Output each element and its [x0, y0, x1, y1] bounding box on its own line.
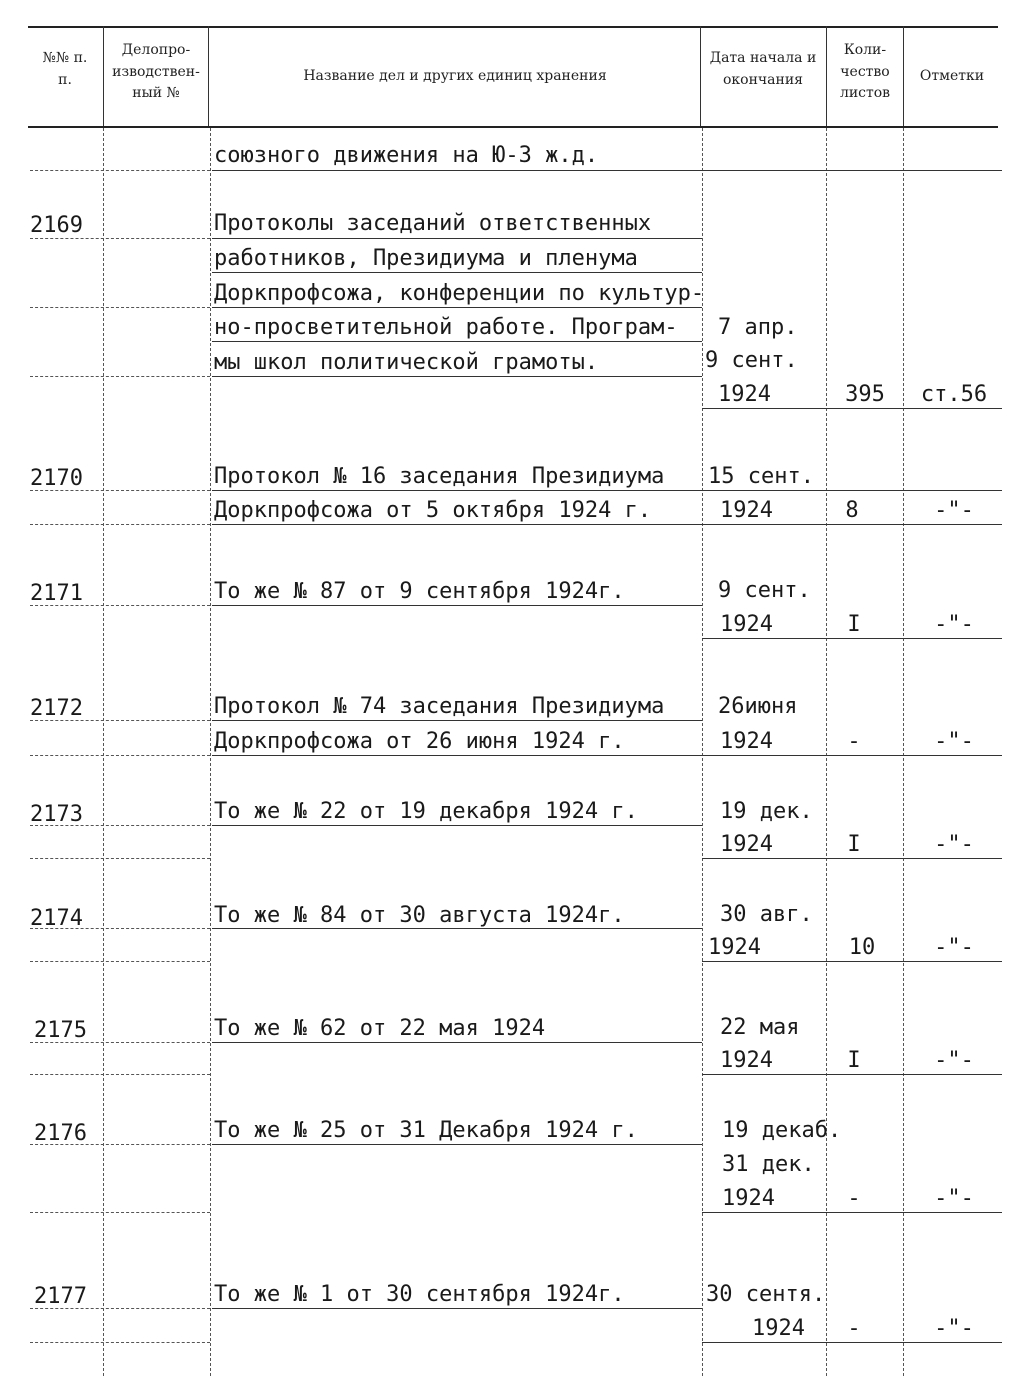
row-date: 9 сент.	[705, 348, 798, 373]
ruled-line	[702, 1074, 1002, 1075]
ruled-line	[212, 307, 702, 308]
ruled-line-dashed	[30, 858, 210, 859]
header-divider-3	[700, 26, 701, 126]
row-number: 2171	[30, 581, 83, 606]
header-office-number: Делопро- изводствен- ный №	[112, 42, 200, 102]
ruled-line	[212, 238, 702, 239]
row-date: 30 авг.	[720, 902, 813, 927]
ruled-line	[702, 490, 1002, 491]
row-title-line: Протокол № 16 заседания Президиума	[214, 464, 665, 489]
ruled-line	[702, 638, 1002, 639]
ruled-line-dashed	[30, 961, 210, 962]
ruled-line	[212, 272, 702, 273]
row-notes: -"-	[934, 612, 974, 637]
ruled-line-dashed	[30, 605, 210, 606]
row-title-line: То же № 84 от 30 августа 1924г.	[214, 903, 625, 928]
row-date: 7 апр.	[718, 315, 798, 340]
ruled-line	[702, 1212, 1002, 1213]
ruled-line	[212, 928, 702, 929]
header-sheets: Коли- чество листов	[839, 42, 891, 102]
header-divider-2	[208, 26, 209, 126]
ruled-line-dashed	[30, 1042, 210, 1043]
row-date: 1924	[752, 1316, 805, 1341]
row-title-line: То же № 62 от 22 мая 1924	[214, 1016, 546, 1041]
ruled-line	[212, 720, 702, 721]
body-guide-4	[826, 128, 827, 1376]
ruled-line-dashed	[30, 825, 210, 826]
ruled-line	[702, 858, 1002, 859]
ruled-line	[702, 170, 1002, 171]
ruled-line-dashed	[30, 1342, 210, 1343]
row-title-line: мы школ политической грамоты.	[214, 350, 599, 375]
ruled-line	[212, 1308, 702, 1309]
continuation-text: союзного движения на Ю-З ж.д.	[214, 143, 599, 168]
row-date: 22 мая	[720, 1015, 800, 1040]
header-dates: Дата начала и окончания	[709, 50, 817, 88]
row-sheets: -	[847, 729, 861, 754]
row-title-line: То же № 22 от 19 декабря 1924 г.	[214, 799, 638, 824]
ruled-line-dashed	[30, 490, 210, 491]
row-sheets: 10	[848, 935, 876, 960]
ruled-line	[212, 524, 702, 525]
header-number: №№ п. п.	[42, 50, 88, 88]
body-guide-2	[210, 128, 211, 1376]
ruled-line	[702, 408, 1002, 409]
row-sheets: -	[847, 1186, 861, 1211]
ruled-line-dashed	[30, 1074, 210, 1075]
header-notes: Отметки	[919, 68, 985, 84]
row-title-line: Доркпрофсожа, конференции по культур-	[214, 281, 705, 306]
ruled-line	[212, 1144, 702, 1145]
row-date: 1924	[720, 729, 773, 754]
header-top-rule	[28, 26, 998, 28]
ruled-line	[212, 1042, 702, 1043]
row-sheets: -	[847, 1316, 861, 1341]
ruled-line	[702, 1342, 1002, 1343]
header-divider-4	[826, 26, 827, 126]
row-title-line: То же № 25 от 31 Декабря 1924 г.	[214, 1118, 638, 1143]
header-title: Название дел и других единиц хранения	[303, 68, 607, 84]
row-date: 1924	[720, 612, 773, 637]
ruled-line-dashed	[30, 307, 210, 308]
row-notes: -"-	[934, 935, 974, 960]
row-number: 2173	[30, 802, 83, 827]
ruled-line	[212, 755, 702, 756]
ruled-line	[212, 170, 702, 171]
row-title-line: но-просветительной работе. Програм-	[214, 315, 678, 340]
row-title-line: То же № 1 от 30 сентября 1924г.	[214, 1282, 625, 1307]
row-notes: -"-	[934, 832, 974, 857]
ruled-line	[212, 825, 702, 826]
row-notes: -"-	[934, 1316, 974, 1341]
row-date: 1924	[720, 498, 773, 523]
row-number: 2175	[34, 1018, 87, 1043]
ruled-line-dashed	[30, 1308, 210, 1309]
ruled-line	[212, 490, 702, 491]
row-sheets: I	[847, 612, 861, 637]
row-date: 19 декаб.	[722, 1118, 842, 1143]
row-title-line: Протоколы заседаний ответственных	[214, 211, 652, 236]
ruled-line	[702, 961, 1002, 962]
row-number: 2170	[30, 466, 83, 491]
row-date: 1924	[708, 935, 761, 960]
ruled-line-dashed	[30, 1212, 210, 1213]
row-date: 1924	[722, 1186, 775, 1211]
ruled-line	[702, 755, 1002, 756]
row-number: 2174	[30, 906, 83, 931]
ruled-line	[702, 524, 1002, 525]
body-guide-1	[103, 128, 104, 1376]
row-number: 2172	[30, 696, 83, 721]
row-notes: -"-	[934, 1186, 974, 1211]
header-divider-1	[103, 26, 104, 126]
row-date: 30 сентя.	[706, 1282, 826, 1307]
ruled-line-dashed	[30, 170, 210, 171]
row-number: 2177	[34, 1284, 87, 1309]
header-divider-5	[903, 26, 904, 126]
row-notes: -"-	[934, 729, 974, 754]
row-sheets: I	[847, 832, 861, 857]
row-title-line: работников, Президиума и пленума	[214, 246, 638, 271]
ruled-line-dashed	[30, 376, 210, 377]
row-date: 1924	[720, 832, 773, 857]
row-notes: -"-	[934, 1048, 974, 1073]
row-title-line: Доркпрофсожа от 5 октября 1924 г.	[214, 498, 652, 523]
row-date: 1924	[720, 1048, 773, 1073]
ruled-line	[212, 376, 702, 377]
row-sheets: I	[847, 1048, 861, 1073]
row-date: 1924	[718, 382, 771, 407]
ruled-line-dashed	[30, 720, 210, 721]
ruled-line-dashed	[30, 524, 210, 525]
ruled-line	[212, 341, 702, 342]
body-guide-5	[903, 128, 904, 1376]
row-sheets: 395	[845, 382, 885, 407]
ruled-line-dashed	[30, 755, 210, 756]
row-title-line: Протокол № 74 заседания Президиума	[214, 694, 665, 719]
row-date: 31 дек.	[722, 1152, 815, 1177]
row-notes: ст.56	[920, 382, 988, 407]
row-date: 9 сент.	[718, 578, 811, 603]
row-sheets: 8	[845, 498, 859, 523]
ruled-line-dashed	[30, 238, 210, 239]
header-bottom-rule	[28, 126, 998, 128]
row-notes: -"-	[934, 498, 974, 523]
row-number: 2176	[34, 1121, 87, 1146]
ruled-line-dashed	[30, 928, 210, 929]
row-date: 15 сент.	[708, 464, 814, 489]
row-title-line: То же № 87 от 9 сентября 1924г.	[214, 579, 625, 604]
row-number: 2169	[30, 213, 83, 238]
ruled-line	[212, 605, 702, 606]
row-date: 19 дек.	[720, 799, 813, 824]
row-date: 26июня	[718, 694, 798, 719]
ruled-line-dashed	[30, 1144, 210, 1145]
row-title-line: Доркпрофсожа от 26 июня 1924 г.	[214, 729, 625, 754]
